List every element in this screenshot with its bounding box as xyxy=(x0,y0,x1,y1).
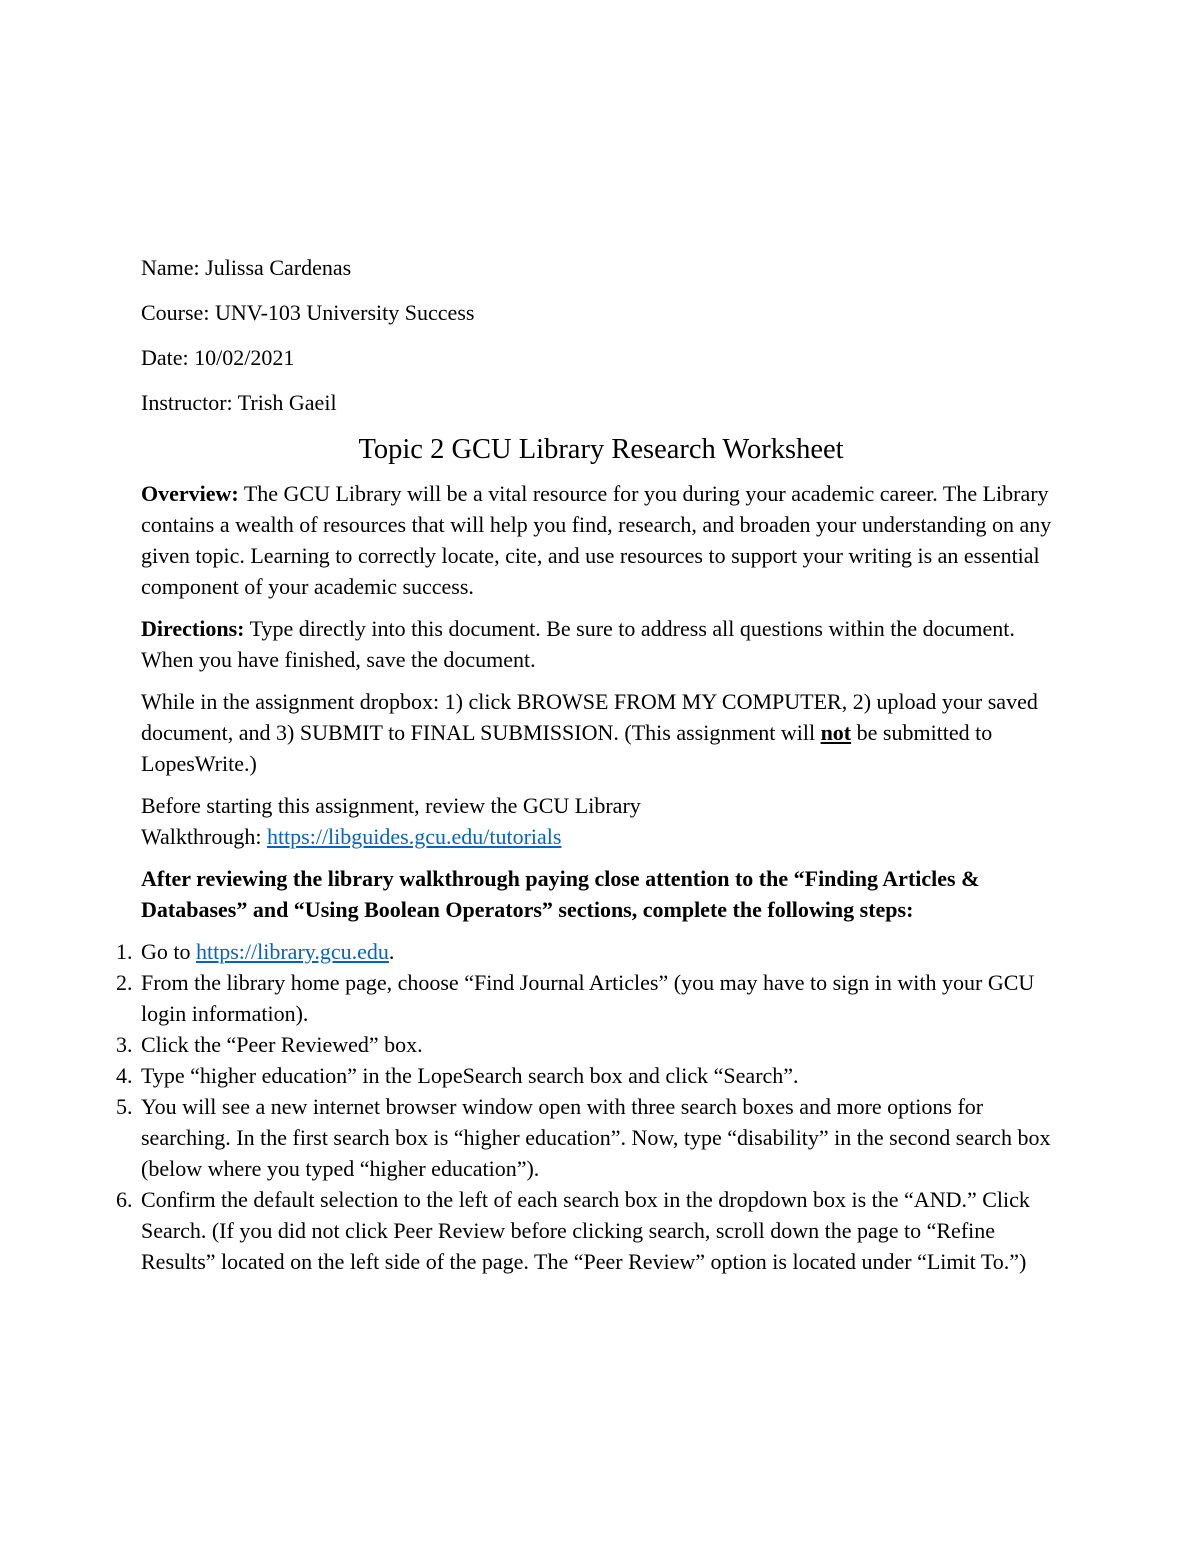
step-1-prefix: Go to xyxy=(141,939,196,964)
dropbox-paragraph xyxy=(141,686,1061,779)
step-item-5 xyxy=(116,1091,1061,1184)
walkthrough-line1: Before starting this assignment, review the GCU Library xyxy=(141,793,641,818)
directions-paragraph xyxy=(141,613,1061,675)
directions-text: Type directly into this document. Be sure to address all questions within the document. When you have finished, save the document. xyxy=(141,616,1015,672)
submission-date: Date: 10/02/2021 xyxy=(141,345,295,370)
steps-list xyxy=(116,936,1061,1277)
walkthrough-paragraph xyxy=(141,790,1061,852)
student-name: Name: Julissa Cardenas xyxy=(141,255,352,280)
step-number: 6. xyxy=(116,1187,133,1212)
step-number: 5. xyxy=(116,1094,133,1119)
step-item-1 xyxy=(116,936,1061,967)
step-number: 1. xyxy=(116,939,133,964)
instructions-heading: After reviewing the library walkthrough paying close attention to the “Finding Articles & Databases” and “Using Boolean Operators” sections, complete the following steps: xyxy=(141,866,980,922)
library-link[interactable]: https://library.gcu.edu xyxy=(196,939,389,964)
dropbox-emphasis: not xyxy=(820,720,852,745)
step-item-6 xyxy=(116,1184,1061,1277)
walkthrough-prefix: Walkthrough: xyxy=(141,824,267,849)
step-item-4 xyxy=(116,1060,1061,1091)
dropbox-text-before: While in the assignment dropbox: 1) click BROWSE FROM MY COMPUTER, 2) upload your saved document, and 3) SUBMIT to FINAL SUBMISSION. (This assignment will xyxy=(141,689,1038,745)
step-number: 2. xyxy=(116,970,133,995)
step-item-3 xyxy=(116,1029,1061,1060)
document-page xyxy=(116,252,1061,1277)
document-title: Topic 2 GCU Library Research Worksheet xyxy=(358,434,844,465)
overview-text: The GCU Library will be a vital resource for you during your academic career. The Library contains a wealth of resources that will help you find, research, and broaden your understanding on any given topic. Learning to correctly locate, cite, and use resources to support your writing is an essential component of your academic success. xyxy=(141,481,1052,599)
step-1-suffix: . xyxy=(388,939,395,964)
directions-label: Directions: xyxy=(141,616,245,641)
step-4-text: Type “higher education” in the LopeSearch search box and click “Search”. xyxy=(141,1063,799,1088)
overview-label: Overview: xyxy=(141,481,239,506)
step-6-text: Confirm the default selection to the left of each search box in the dropdown box is the “AND.” Click Search. (If you did not click Peer Review before clicking search, scroll down the page to “Refine Results” located on the left side of the page. The “Peer Review” option is located under “Limit To.”) xyxy=(141,1187,1030,1274)
step-5-text: You will see a new internet browser window open with three search boxes and more options for searching. In the first search box is “higher education”. Now, type “disability” in the second search box (below where you typed “higher education”). xyxy=(141,1094,1051,1181)
step-2-text: From the library home page, choose “Find Journal Articles” (you may have to sign in with your GCU login information). xyxy=(141,970,1035,1026)
step-number: 4. xyxy=(116,1063,133,1088)
dropbox-text-after: be submitted to LopesWrite.) xyxy=(141,720,993,776)
overview-paragraph xyxy=(141,478,1061,602)
walkthrough-link[interactable]: https://libguides.gcu.edu/tutorials xyxy=(266,824,562,849)
step-number: 3. xyxy=(116,1032,133,1057)
instructor-name: Instructor: Trish Gaeil xyxy=(141,390,337,415)
course-name: Course: UNV-103 University Success xyxy=(141,300,475,325)
step-3-text: Click the “Peer Reviewed” box. xyxy=(141,1032,423,1057)
step-item-2 xyxy=(116,967,1061,1029)
